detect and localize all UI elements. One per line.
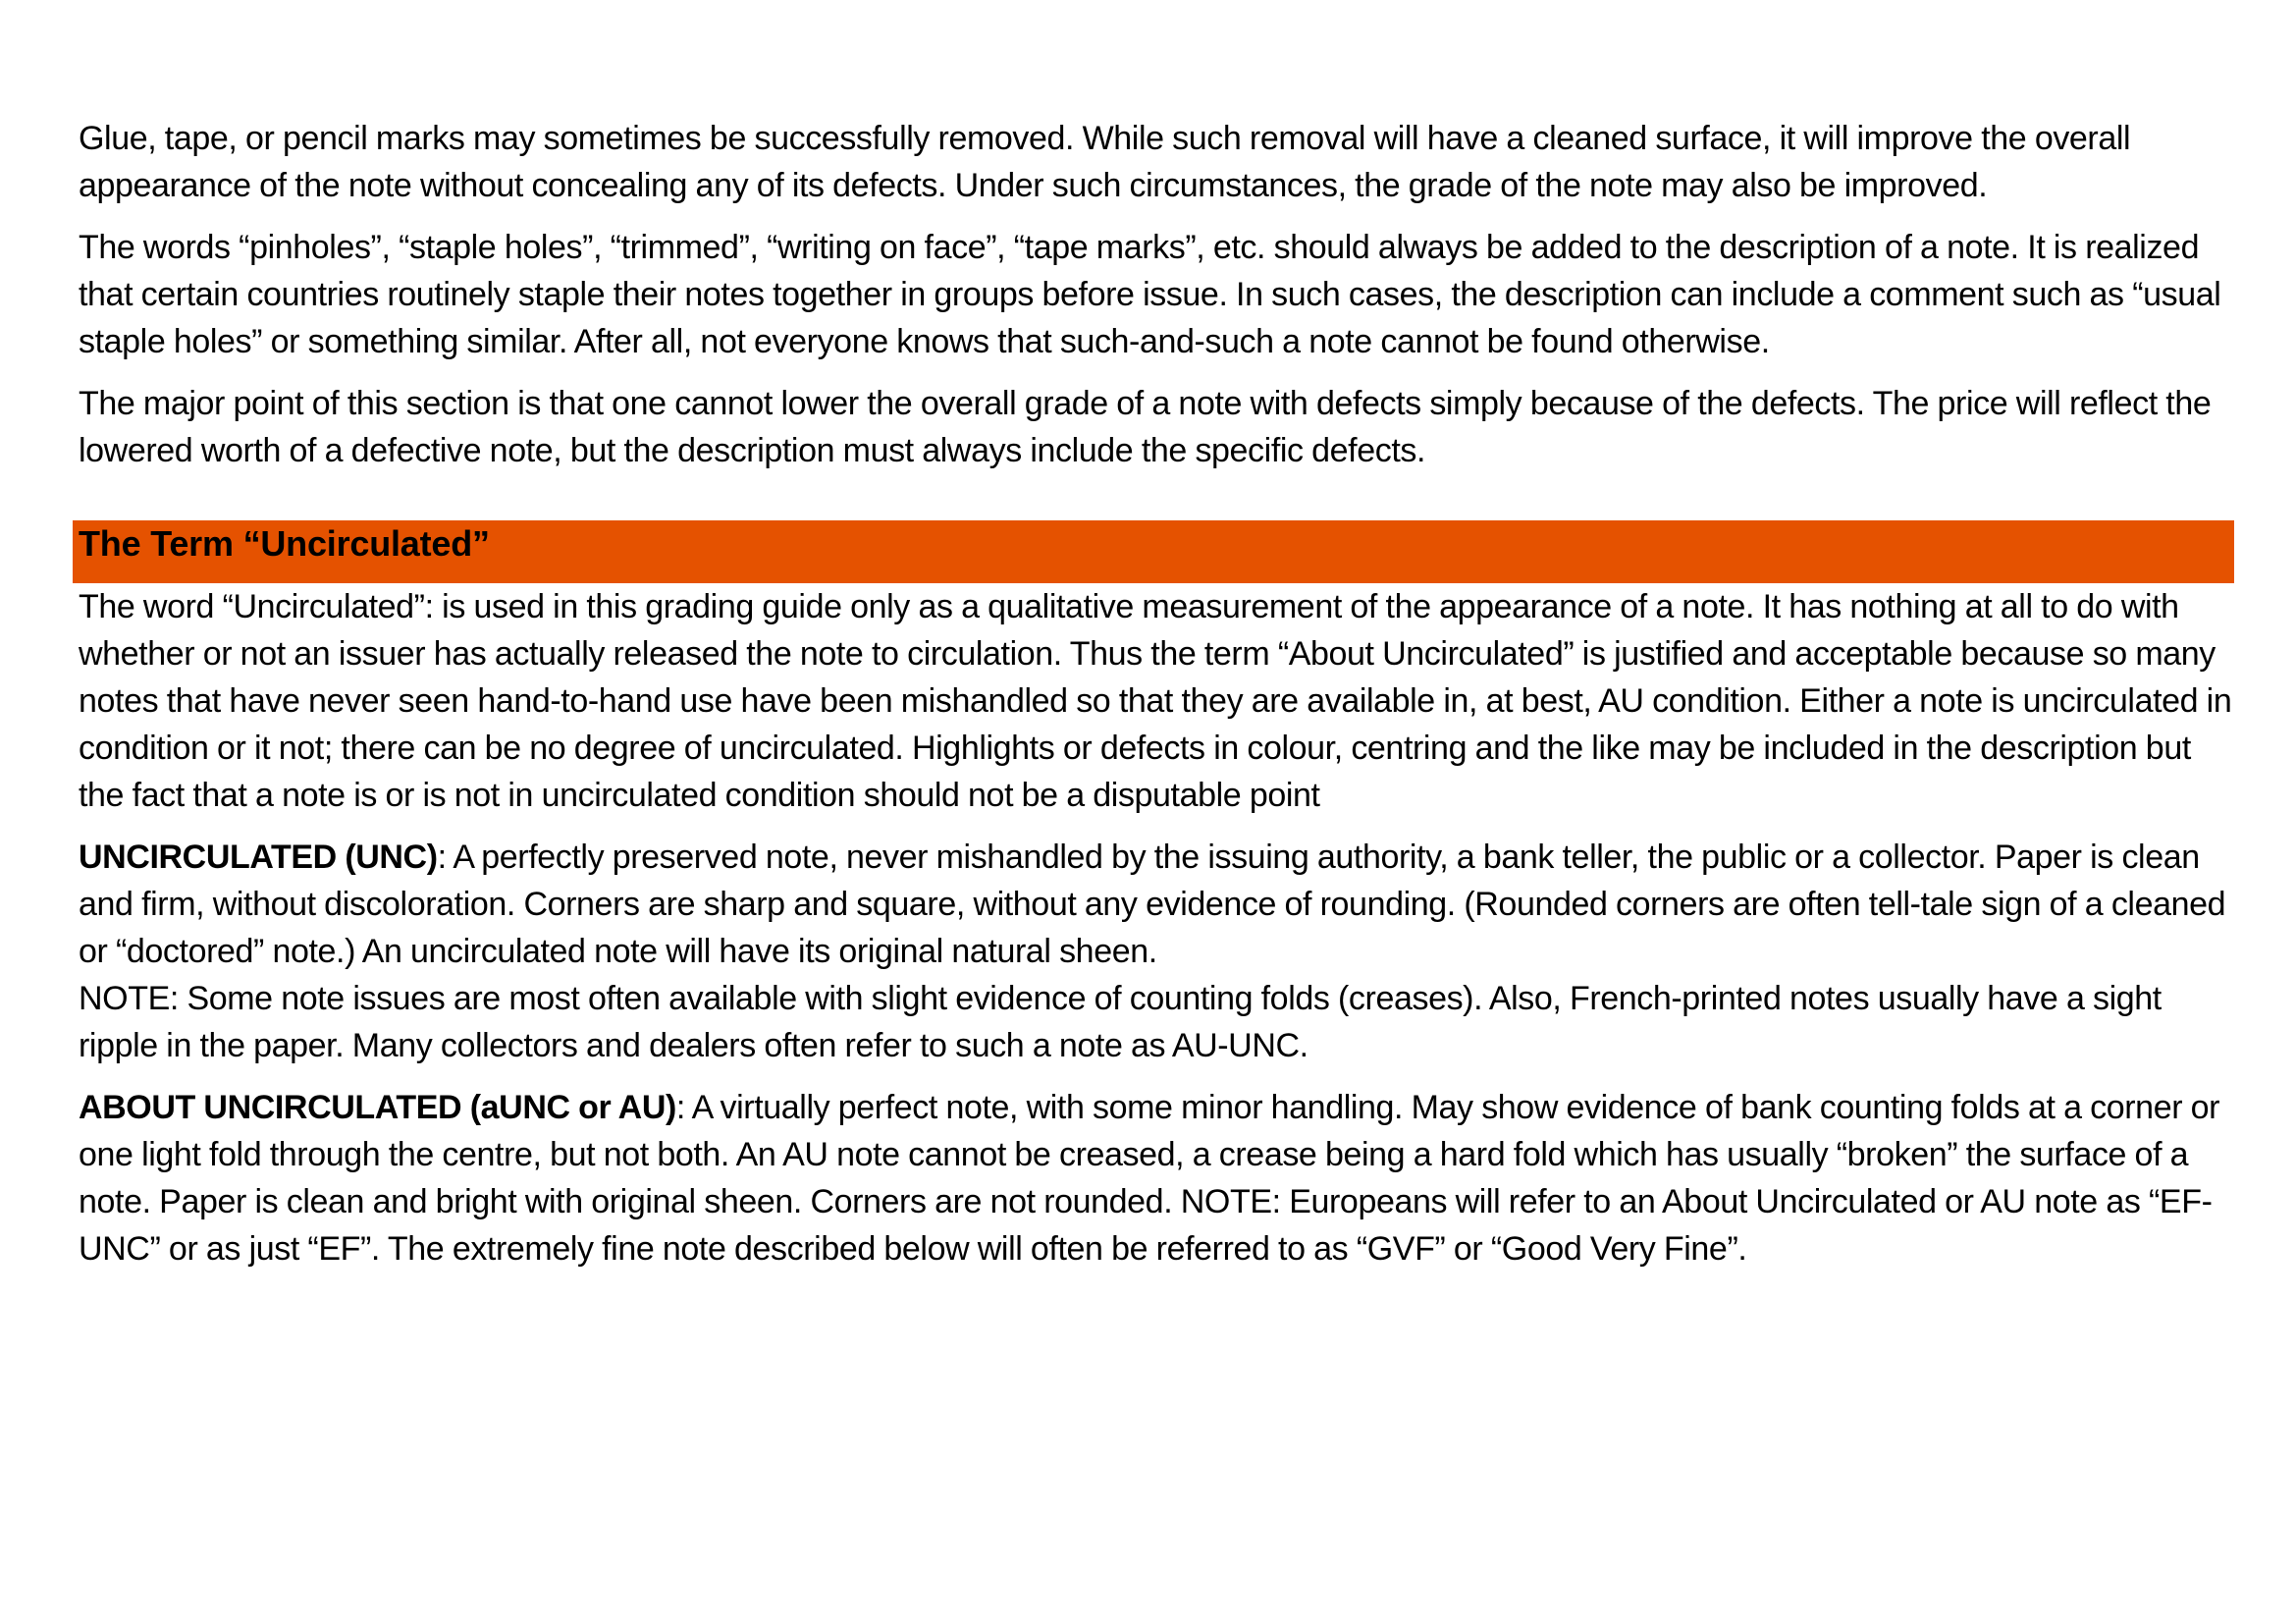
paragraph-uncirculated-intro: The word “Uncirculated”: is used in this grading guide only as a qualitative measurement of the appearance of a note. It has nothing at all to do with whether or not an issuer has actually released the note to circulation. Thus the term “About Uncirculated” is justified and acceptable because so many notes that have never seen hand-to-hand use have been mishandled so that they are available in, at best, AU condition. Either a note is uncirculated in condition or it not; there can be no degree of uncirculated. Highlights or defects in colour, centring and the like may be included in the description but the fact that a note is or is not in uncirculated condition should not be a disputable point	[79, 588, 2232, 814]
definition-unc-text: : A perfectly preserved note, never mishandled by the issuing authority, a bank teller, the public or a collector. Paper is clean and firm, without discoloration. Corners are sharp and square, without any evidence of rounding. (Rounded corners are often tell-tale sign of a cleaned or “doctored” note.) An uncirculated note will have its original natural sheen.	[79, 839, 2226, 970]
paragraph-glue-tape: Glue, tape, or pencil marks may sometimes be successfully removed. While such removal will have a cleaned surface, it will improve the overall appearance of the note without concealing any of its defects. Under such circumstances, the grade of the note may also be improved.	[79, 120, 2131, 204]
section-heading-uncirculated	[73, 520, 2234, 583]
definition-unc-term: UNCIRCULATED (UNC)	[79, 839, 438, 876]
paragraph-pinholes: The words “pinholes”, “staple holes”, “trimmed”, “writing on face”, “tape marks”, etc. should always be added to the description of a note. It is realized that certain countries routinely staple their notes together in groups before issue. In such cases, the description can include a comment such as “usual staple holes” or something similar. After all, not everyone knows that such-and-such a note cannot be found otherwise.	[79, 229, 2221, 360]
page-content	[79, 115, 2238, 1287]
definition-au-text: : A virtually perfect note, with some minor handling. May show evidence of bank counting folds at a corner or one light fold through the centre, but not both. An AU note cannot be creased, a crease being a hard fold which has usually “broken” the surface of a note. Paper is clean and bright with original sheen. Corners are not rounded. NOTE: Europeans will refer to an About Uncirculated or AU note as “EF-UNC” or as just “EF”. The extremely fine note described below will often be referred to as “GVF” or “Good Very Fine”.	[79, 1089, 2220, 1268]
section-heading-text: The Term “Uncirculated”	[79, 523, 490, 564]
section-body-uncirculated	[79, 583, 2238, 1272]
definition-au	[79, 1084, 2238, 1272]
paragraph-major-point: The major point of this section is that one cannot lower the overall grade of a note with defects simply because of the defects. The price will reflect the lowered worth of a defective note, but the description must always include the specific defects.	[79, 385, 2212, 469]
definition-unc	[79, 834, 2238, 1069]
definition-au-term: ABOUT UNCIRCULATED (aUNC or AU)	[79, 1089, 676, 1126]
definition-unc-note: NOTE: Some note issues are most often available with slight evidence of counting folds (creases). Also, French-printed notes usually have a sight ripple in the paper. Many collectors and dealers often refer to such a note as AU-UNC.	[79, 980, 2162, 1064]
